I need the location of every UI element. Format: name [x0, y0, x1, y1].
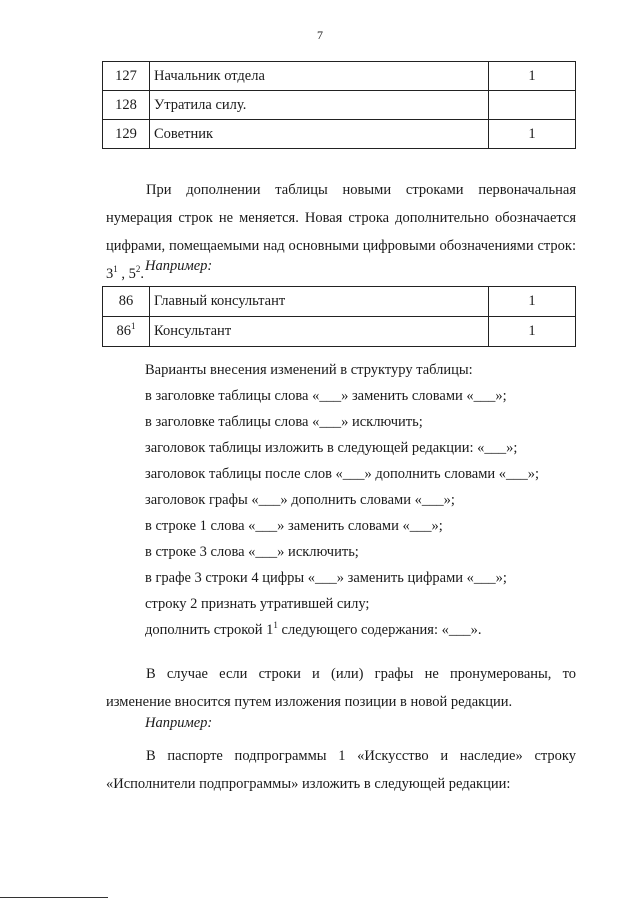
paragraph-text: В случае если строки и (или) графы не пронумерованы, то изменение вносится путем изложения позиции в новой редакции.	[106, 666, 576, 710]
variant-item: в заголовке таблицы слова «___» исключить;	[145, 414, 423, 430]
table-row	[103, 120, 576, 149]
row-number: 129	[103, 120, 150, 149]
position-name: Начальник отдела	[150, 62, 489, 91]
superscript: 1	[131, 321, 136, 332]
table-row	[103, 317, 576, 347]
position-name: Консультант	[150, 317, 489, 347]
row-number-value: 86	[118, 293, 134, 309]
superscript: 1	[113, 264, 118, 275]
position-count	[489, 91, 576, 120]
example-label: Например:	[145, 715, 213, 731]
variant-item: в строке 1 слова «___» заменить словами «___»;	[145, 518, 443, 534]
variant-text: дополнить строкой 1	[145, 622, 274, 638]
paragraph-text: .	[140, 266, 144, 282]
variants-heading: Варианты внесения изменений в структуру таблицы:	[145, 362, 473, 378]
variant-item: в строке 3 слова «___» исключить;	[145, 544, 359, 560]
row-number: 127	[103, 62, 150, 91]
variant-item: в заголовке таблицы слова «___» заменить словами «___»;	[145, 388, 507, 404]
variant-item: заголовок таблицы изложить в следующей редакции: «___»;	[145, 440, 518, 456]
variant-item: заголовок графы «___» дополнить словами «___»;	[145, 492, 455, 508]
example-table	[102, 286, 576, 347]
page-number: 7	[317, 28, 323, 42]
unnumbered-rule-paragraph	[106, 660, 576, 716]
table-row	[103, 287, 576, 317]
variant-item-last	[145, 622, 482, 639]
variant-item: в графе 3 строки 4 цифры «___» заменить цифрами «___»;	[145, 570, 507, 586]
row-number	[103, 317, 150, 347]
table-row	[103, 62, 576, 91]
position-count: 1	[489, 317, 576, 347]
position-name: Утратила силу.	[150, 91, 489, 120]
variant-item: заголовок таблицы после слов «___» дополнить словами «___»;	[145, 466, 540, 482]
paragraph-text: При дополнении таблицы новыми строками первоначальная нумерация строк не меняется. Новая строка дополнительно обозначается цифрами, помещаемыми над основными цифровыми обозначениями строк: 3	[106, 182, 576, 282]
superscript: 1	[273, 620, 278, 631]
superscript: 2	[135, 264, 141, 275]
positions-table	[102, 61, 576, 149]
table-row	[103, 91, 576, 120]
row-number: 128	[103, 91, 150, 120]
paragraph-text: В паспорте подпрограммы 1 «Искусство и наследие» строку «Исполнители подпрограммы» изложить в следующей редакции:	[106, 748, 576, 792]
passport-example-paragraph	[106, 742, 576, 798]
paragraph-text: , 5	[117, 266, 136, 282]
position-count: 1	[489, 62, 576, 91]
example-label: Например:	[145, 258, 213, 274]
row-number-value: 86	[116, 323, 131, 339]
position-count: 1	[489, 120, 576, 149]
position-name: Советник	[150, 120, 489, 149]
position-count: 1	[489, 287, 576, 317]
variant-text: следующего содержания: «___».	[277, 622, 482, 638]
footnote-divider	[0, 897, 108, 898]
position-name: Главный консультант	[150, 287, 489, 317]
row-number	[103, 287, 150, 317]
variant-item: строку 2 признать утратившей силу;	[145, 596, 370, 612]
